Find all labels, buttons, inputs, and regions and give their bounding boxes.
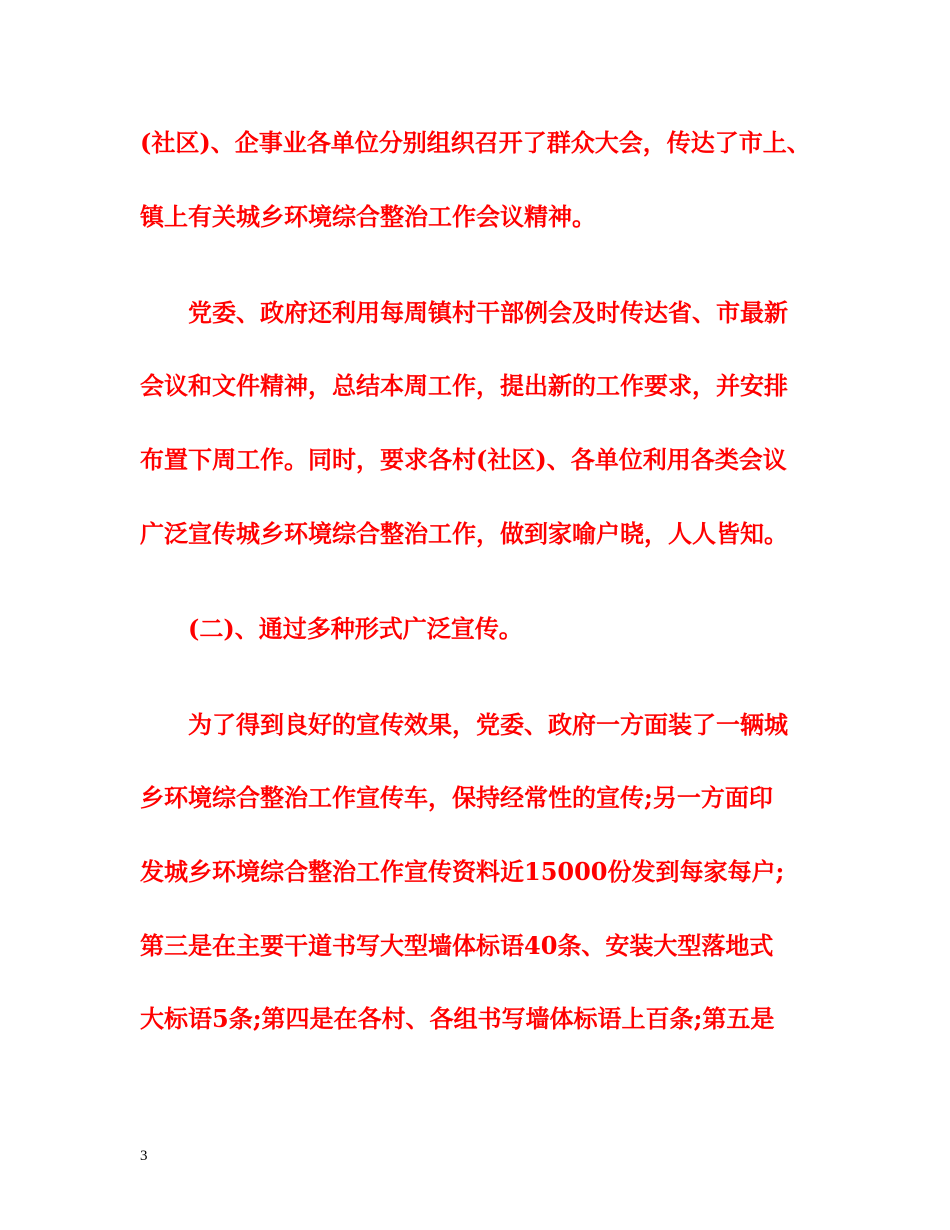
text-line-1: (社区)、企事业各单位分别组织召开了群众大会，传达了市上、	[140, 128, 811, 157]
text-line-6: 广泛宣传城乡环境综合整治工作，做到家喻户晓，人人皆知。	[140, 519, 788, 548]
text-line-3: 党委、政府还利用每周镇村干部例会及时传达省、市最新	[188, 298, 788, 327]
text-line-8: 为了得到良好的宣传效果，党委、政府一方面装了一辆城	[188, 710, 788, 739]
text-line-2: 镇上有关城乡环境综合整治工作会议精神。	[140, 202, 596, 231]
section-heading: (二)、通过多种形式广泛宣传。	[188, 614, 523, 643]
text-line-12: 大标语5条;第四是在各村、各组书写墙体标语上百条;第五是	[140, 1004, 775, 1033]
text-line-9: 乡环境综合整治工作宣传车，保持经常性的宣传;另一方面印	[140, 783, 773, 812]
page-number: 3	[140, 1148, 148, 1164]
text-line-5: 布置下周工作。同时，要求各村(社区)、各单位利用各类会议	[140, 445, 787, 474]
text-line-4: 会议和文件精神，总结本周工作，提出新的工作要求，并安排	[140, 371, 788, 400]
text-line-10: 发城乡环境综合整治工作宣传资料近15000份发到每家每户;	[140, 857, 785, 886]
text-line-11: 第三是在主要干道书写大型墙体标语40条、安装大型落地式	[140, 931, 774, 960]
